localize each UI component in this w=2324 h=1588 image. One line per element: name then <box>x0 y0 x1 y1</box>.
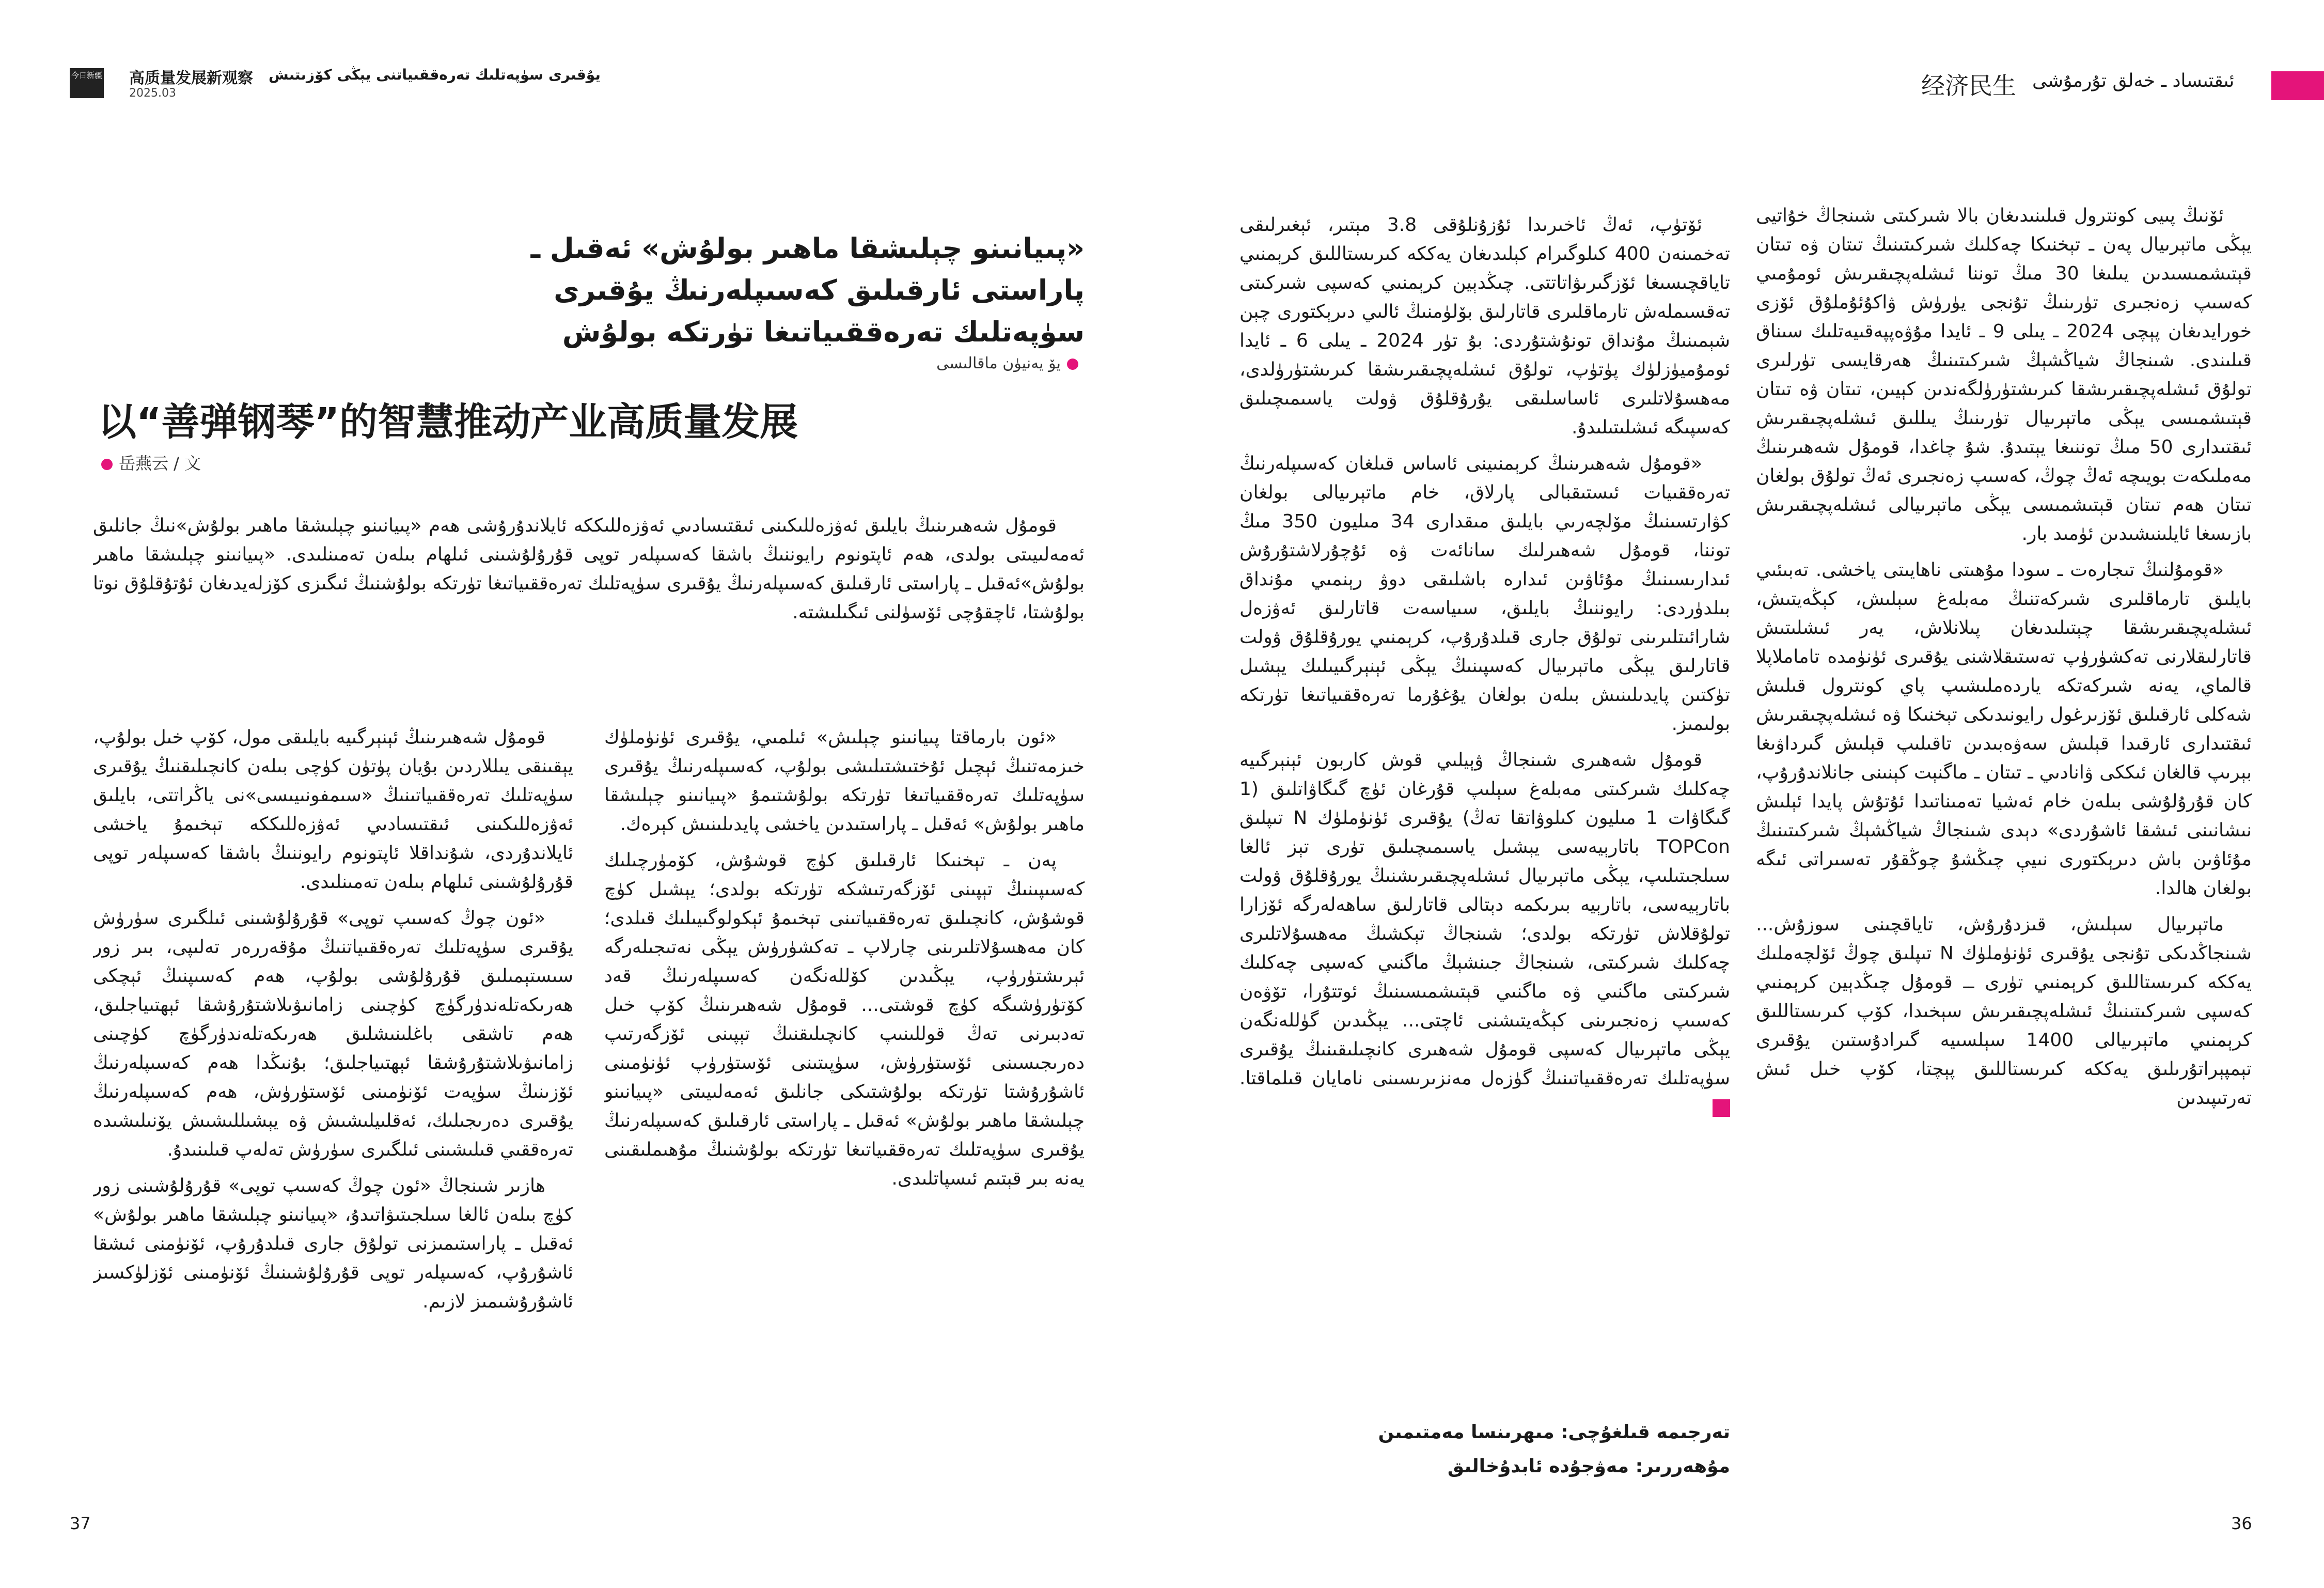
end-mark-icon: ل <box>1713 1099 1730 1117</box>
section-title-ug: يۇقىرى سۈپەتلىك تەرەققىياتنى يېڭى كۆزىتىش <box>269 66 601 83</box>
page-number-right: 36 <box>2231 1514 2252 1533</box>
lead-paragraph: قومۇل شەھىرىنىڭ بايلىق ئەۋزەللىكىنى ئىقتىسادىي ئەۋزەللىككە ئايلاندۇرۇشى ھەم «پىيانىنو چېلىشقا ماھىر بولۇش»نىڭ جانلىق ئەمەلىيىتى بولدى، ھەم ئاپتونوم رايوننىڭ باشقا كەسىپلەر توپى قۇرۇلۇشىنى ئىلھام بىلەن تەمىنلىدى. «پىيانىنو چېلىشقا ماھىر بولۇش»ئەقىل ـ پاراستى ئارقىلىق كەسىپلەرنىڭ يۇقىرى سۈپەتلىك تەرەققىياتىغا تۈرتكە بولۇشنىڭ ئىگىزى كۆزلەيدىغان ئۇتۇقلۇق نوتا بولۇشتا، ئاچقۇچى ئۆسۈلنى ئىگىلىشتە. <box>93 515 1085 623</box>
editor-credit: مۇھەررىر: مەۋجۇدە ئابدۇخالىق <box>1447 1456 1730 1477</box>
paragraph <box>1239 746 1730 1122</box>
translator-credit: تەرجىمە قىلغۇچى: مىھرىنسا مەمتىمىن <box>1378 1422 1730 1443</box>
paragraph: «قومۇلنىڭ تىجارەت ـ سودا مۇھىتى ناھايىتى ياخشى. تەبىئىي بايلىق تارماقلىرى شىركەتنىڭ مەبلەغ سېلىش، كېڭەيتىش، ئىشلەپچىقىرىشقا چېتىلىدىغان پىلانلاش، يەر ئىشلىتىش قاتارلىقلارنى تەكشۈرۈپ تەستىقلاشنى يۇقىرى ئۈنۈمدە تاماملاپلا قالماي، يەنە شىركەتكە ياردەملىشىپ پاي كونترول قىلىش شەكلى ئارقىلىق ئۆزىرغول رايونىدىكى تېخنىكا ۋە ئىشلەپچىقىرىش ئىقتىدارى ئارقىدا قېلىش سەۋەبىدىن تاقىلىپ قېلىش گىرداۋىغا بېرىپ قالغان ئىككى ۋانادىي ـ تىتان ـ ماگنېت كېنىنى جانلاندۇرۇپ، كان قۇرۇلۇشى بىلەن خام ئەشيا تەمىناتىدا ئۇتۇش پايدا ئېلىش نىشانىنى ئىشقا ئاشۇردى» دېدى شىنجاڭ شياڭشېڭ شىركىتىنىڭ مۇئاۋىن باش دىرېكتورى نىيې چىڭشۇ چوڭقۇر تەسىراتى ئىگە بولغان ھالدا. <box>1756 559 2252 899</box>
paragraph: «ئون بارماقتا پىيانىنو چېلىش» ئىلمىي، يۇقىرى ئۈنۈملۈك خىزمەتنىڭ ئېچىل ئۇختىشتىلىشى بولۇپ، كەسىپلەرنىڭ يۇقىرى سۈپەتلىك تەرەققىياتىغا تۈرتكە بولۇشتىمۇ «پىيانىنو چېلىشقا ماھىر بولۇش» ئەقىل ـ پاراستىدىن ياخشى پايدىلىنىش كېرەك. <box>604 727 1085 835</box>
byline-dot-icon <box>1067 359 1078 370</box>
paragraph: ئۆتۈپ، ئەڭ ئاخىرىدا ئۇزۇنلۇقى 3.8 مېتىر، ئېغىرلىقى تەخمىنەن 400 كىلوگىرام كېلىدىغان يەككە كىرىستاللىق كرېمنىي تاياقچىسىغا ئۆزگىرىۋاتاتتى. چىڭدېين كرېمنىي كەسپى شىركىتى تەقسىملەش تارماقلىرى قاتارلىق بۆلۈمنىڭ ئالىي دىرېكتورى چېن شېمىنىڭ مۇنداق تونۇشتۇردى: بۇ تۈر 2024 ـ يىلى 6 ـ ئايدا ئومۇميۈزلۈك پۈتۈپ، تولۇق ئىشلەپچىقىرىشقا كىرىشتۈرۈلدى، مەھسۇلاتلىرى ئاساسلىقى يۇرۇقلۇق ۋولت ياسىمىچىلىق كەسپىگە ئىشلىتىلىدۇ. <box>1239 214 1730 438</box>
body-column-right-outer <box>1756 201 2252 1503</box>
section-tab-marker <box>2271 71 2324 100</box>
paragraph: «ئون چوڭ كەسىپ توپى» قۇرۇلۇشىنى ئىلگىرى سۈرۈش يۇقىرى سۈپەتلىك تەرەققىياتنىڭ مۇقەررەر تەلىپى، بىر زور سىستېمىلىق قۇرۇلۇشى بولۇپ، ھەم كەسىپنىڭ ئېچكى ھەرىكەتلەندۈرگۈچ كۈچىنى زامانىۋىلاشتۇرۇشقا ئېھتىياجلىق، ھەم تاشقى باغلىنىشلىق ھەرىكەتلەندۈرگۈچ كۈچىنى زامانىۋىلاشتۇرۇشقا ئېھتىياجلىق؛ بۇنىڭدا ھەم كەسىپلەرنىڭ ئۆزىنىڭ سۈپەت ئۆنۈمىنى ئۆستۈرۈش، ھەم كەسىپلەرنىڭ يۇقىرى دەرىجىلىك، ئەقلىيلىشىش ۋە يېشىللىشىش يۆنىلىشىدە تەرەققىي قىلىشىنى ئىلگىرى سۈرۈش تەلەپ قىلىنىدۇ. <box>93 908 573 1160</box>
article-title-cn: 以“善弹钢琴”的智慧推动产业高质量发展 <box>98 400 798 444</box>
article-title-ug: «پىيانىنو چېلىشقا ماھىر بولۇش» ئەقىل ـ پاراستى ئارقىلىق كەسىپلەرنىڭ يۇقىرى سۈپەتلىك تەرەققىياتىغا تۈرتكە بولۇش <box>530 232 1085 348</box>
column-title-cn: 经济民生 <box>1921 72 2016 100</box>
author-byline-cn <box>101 450 201 474</box>
paragraph: «قومۇل شەھىرىنىڭ كرېمنىينى ئاساس قىلغان كەسىپلەرنىڭ تەرەققىيات ئىستىقبالى پارلاق، خام ماتېرىيالى بولغان كۋارتسىنىڭ مۆلچەرىي بايلىق مىقدارى 34 مىليون 350 مىڭ توننا، قومۇل شەھىرلىك سانائەت ۋە ئۇچۇرلاشتۇرۇش ئىدارىسىنىڭ مۇئاۋىن ئىدارە باشلىقى دوۋ رېنمىي مۇنداق بىلدۈردى: رايوننىڭ بايلىق، سىياسەت قاتارلىق ئەۋزەل شارائىتلىرىنى تولۇق جارى قىلدۇرۇپ، كرېمنىي يورۇقلۇق ۋولت قاتارلىق يېڭى ماتېرىيال كەسپىنىڭ يېڭى ئېنېرگىيىلىك يېشىل تۈكتىن پايدىلىنىش بىلەن بولغان يۇغۇرما تەرەققىياتىغا تۈرتكە بولىمىز. <box>1239 453 1730 735</box>
paragraph: ھازىر شىنجاڭ «ئون چوڭ كەسىپ توپى» قۇرۇلۇشىنى زور كۈچ بىلەن ئالغا سىلجىتىۋاتىدۇ، «پىيانىنو چېلىشقا ماھىر بولۇش» ئەقىل ـ پاراستىمىزنى تولۇق جارى قىلدۇرۇپ، ئۆنۈمنى ئىشقا ئاشۇرۇپ، كەسىپلەر توپى قۇرۇلۇشىنىڭ ئۆنۈمىنى ئۆزلۈكسىز ئاشۇرۇشىمىز لازىم. <box>93 1175 573 1312</box>
article-lead <box>93 511 1085 677</box>
paragraph: پەن ـ تېخنىكا ئارقىلىق كۈچ قوشۇش، كۆمۈرچىلىك كەسىپىنىڭ تېپىنى ئۆزگەرتىشكە تۈرتكە بولدى؛ يېشىل كۈچ قوشۇش، كانچىلىق تەرەققىياتىنى تېخىمۇ ئېكولوگىيىلىك قىلدى؛ كان مەھسۇلاتلىرىنى چارلاپ ـ تەكشۈرۈش يېڭى نەتىجىلەرگە ئېرىشتۈرۈپ، يېڭىدىن كۆللەنگەن كەسىپلەرنىڭ قەد كۆتۈرۈشىگە كۈچ قوشتى... قومۇل شەھىرىنىڭ كۆپ خىل تەدبىرنى تەڭ قوللىنىپ كانچىلىقنىڭ تېپىنى ئۆزگەرتىپ دەرىجىسىنى ئۆستۈرۈش، سۈپىتىنى ئۆستۈرۈپ ئۈنۈمىنى ئاشۇرۇشتا تۈرتكە بولۇشتىكى جانلىق ئەمەلىيىتى «پىيانىنو چېلىشقا ماھىر بولۇش» ئەقىل ـ پاراستى ئارقىلىق كەسىپلەرنىڭ يۇقىرى سۈپەتلىك تەرەققىياتىغا تۈرتكە بولۇشنىڭ مۇھىملىقىنى يەنە بىر قېتىم ئىسپاتلىدى. <box>604 850 1085 1189</box>
page-number-left: 37 <box>70 1514 91 1533</box>
author-cn: 岳燕云 / 文 <box>119 454 201 473</box>
column-title-ug: ئىقتىساد ـ خەلق تۇرمۇشى <box>2032 70 2235 91</box>
credits <box>1239 1415 1730 1484</box>
body-column-left-inner <box>604 723 1085 1503</box>
paragraph: ماتېرىيال سېلىش، قىزدۇرۇش، تاياقچىنى سوزۇش... شىنجاڭدىكى تۇنجى يۇقىرى ئۈنۈملۈك N تىپلىق چوڭ ئۆلچەملىك يەككە كىرىستاللىق كرېمنىي تۈرى ــ قومۇل چىڭدېين كرېمنىي كەسپى شىركىتىنىڭ ئىشلەپچىقىرىش سېخىدا، كۆپ كىرىستاللىق كرېمنىي ماتېرىيالى 1400 سېلسىيە گىرادۇستىن يۇقىرى تېمپېراتۇرىلىق يەككە كىرىستاللىق پېچتا، كۆپ خىل ئىش تەرتىپىدىن <box>1756 914 2252 1109</box>
issue-date: 2025.03 <box>129 87 176 100</box>
paragraph: قومۇل شەھىرىنىڭ ئېنېرگىيە بايلىقى مول، كۆپ خىل بولۇپ، يېقىنقى يىللاردىن بۇيان پۈتۈن كۈچى بىلەن كانچىلىقنىڭ يۇقىرى سۈپەتلىك تەرەققىياتىنىڭ «سىمفونىيىسى»نى ياڭراتتى، بايلىق ئەۋزەللىكىنى ئىقتىسادىي ئەۋزەللىككە تېخىمۇ ياخشى ئايلاندۇردى، شۇنداقلا ئاپتونوم رايوننىڭ باشقا كەسىپلەر توپى قۇرۇلۇشىنى ئىلھام بىلەن تەمىنلىدى. <box>93 727 573 893</box>
magazine-logo: 今日新疆 <box>70 68 104 98</box>
author-ug: يۆ يەنيۈن ماقالىسى <box>936 354 1061 372</box>
byline-dot-icon <box>101 459 113 470</box>
paragraph-text: قومۇل شەھىرى شىنجاڭ ۋېيلىي قوش كاربون ئېنېرگىيە چەكلىك شىركىتى مەبلەغ سېلىپ قۇرغان ئۈچ گىگاۋاتلىق (1 گىگاۋات 1 مىليون كىلوۋاتقا تەڭ) يۇقىرى ئۈنۈملۈك N تىپلىق TOPCon باتارېيەسى يېشىل ياسىمىچىلىق تۈرى تېز ئالغا سىلجىتىلىپ، يېڭى ماتېرىيال ئىشلەپچىقىرىشنىڭ يورۇقلۇق ۋولت باتارېيەسى، باتارېيە بىرىكمە دېتالى قاتارلىق ساھەلەرگە ئۆزارا تولۇقلاش تۈرتكە بولدى؛ شىنجاڭ تېكشىڭ مەھسۇلاتلىرى چەكلىك شىركىتى، شىنجاڭ جىنشېڭ ماگنىي كەسپى چەكلىك شىركىتى ماگنىي ۋە ماگنىي قېتىشمىسىنىڭ ئوتتۇرا، تۆۋەن كەسىپ زەنجىرىنى كېڭەيتىشنى ئاچتى... يېڭىدىن گۈللەنگەن يېڭى ماتېرىيال كەسپى قومۇل شەھىرى كانچىلىقىنىڭ يۇقىرى سۈپەتلىك تەرەققىياتىنىڭ گۈزەل مەنزىرىسىنى نامايان قىلماقتا. <box>1239 750 1730 1089</box>
section-title-cn: 高质量发展新观察 <box>129 69 253 87</box>
body-column-left-outer <box>93 723 573 1503</box>
author-byline-ug <box>775 354 1085 372</box>
paragraph: ئۆنىڭ پىيى كونترول قىلىنىدىغان بالا شىركىتى شىنجاڭ خۇاتيى يېڭى ماتېرىيال پەن ـ تېخنىكا چەكلىك شىركىتىنىڭ تىتان ۋە تىتان قېتىشمىسىدىن يىلىغا 30 مىڭ توننا ئىشلەپچىقىرىش ئومۇمىي كەسىپ زەنجىرى تۈرىنىڭ تۇنجى يۈرۈش ۋاكۇئۇملۇق ئۆزى خورايدىغان پېچى 2024 ـ يىلى 9 ـ ئايدا مۇۋەپپەقىيەتلىك سىناق قىلىندى. شىنجاڭ شياڭشېڭ شىركىتىنىڭ ھەرقايسى تۈرلىرى تولۇق ئىشلەپچىقىرىشقا كىرىشتۈرۈلگەندىن كېيىن، تىتان ۋە تىتان قېتىشمىسى يېڭى ماتېرىيال تۈرىنىڭ يىللىق ئىشلەپچىقىرىش ئىقتىدارى 50 مىڭ توننىغا يېتىدۇ. شۇ چاغدا، قومۇل شەھىرىنىڭ مەملىكەت بويىچە ئەڭ چوڭ، كەسىپ زەنجىرى ئەڭ تولۇق بولغان تىتان ھەم تىتان قېتىشمىسى يېڭى ماتېرىيالى ئىشلەپچىقىرىش بازىسغا ئايلىنىشىدىن ئۈمىد بار. <box>1756 205 2252 544</box>
body-column-right-inner <box>1239 211 1730 1399</box>
